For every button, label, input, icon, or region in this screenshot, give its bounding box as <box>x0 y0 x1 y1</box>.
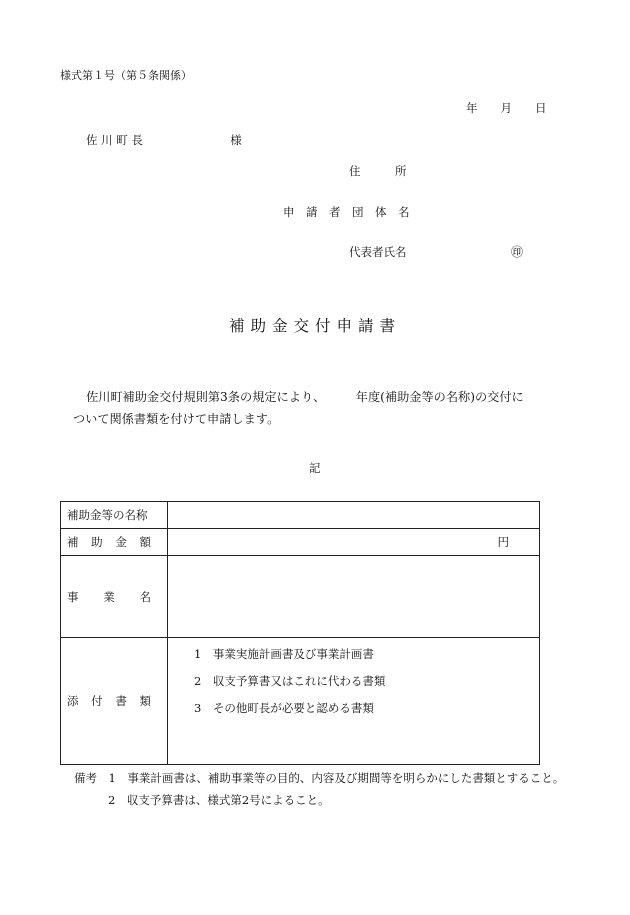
label-char: 類 <box>139 694 151 708</box>
label-char: 事 <box>67 589 79 604</box>
seal-mark: ㊞ <box>511 245 524 259</box>
label-char: 補 <box>67 535 79 549</box>
project-name-value <box>168 556 540 638</box>
list-item: 2 収支予算書又はこれに代わる書類 <box>194 673 386 688</box>
attachments-label-text <box>67 693 151 709</box>
list-item: 1 事業実施計画書及び事業計画書 <box>194 646 374 661</box>
applicant-org-name-label: 申 請 者 団 体 名 <box>283 205 410 219</box>
subsidy-amount-label <box>61 529 168 556</box>
label-char: 付 <box>91 694 103 708</box>
form-number-label: 様式第１号（第５条関係） <box>60 69 192 82</box>
label-char: 業 <box>103 589 115 604</box>
notes-line-1: 備考 1 事業計画書は、補助事業等の目的、内容及び期間等を明らかにした書類とすること。 <box>74 771 565 785</box>
addressee-name: 佐 川 町 長 <box>86 133 143 147</box>
label-char: 添 <box>67 694 79 708</box>
addressee-honorific: 様 <box>230 133 242 147</box>
applicant-rep-name-label: 代表者氏名 <box>349 245 407 259</box>
attachments-value <box>168 638 540 765</box>
project-name-label <box>61 556 168 638</box>
ki-mark: 記 <box>309 461 321 475</box>
application-table <box>60 501 540 765</box>
label-char: 書 <box>115 694 127 708</box>
date-line: 年 月 日 <box>466 101 547 115</box>
addressee <box>86 135 242 147</box>
body-line-1: 佐川町補助金交付規則第3条の規定により、 年度(補助金等の名称)の交付に <box>86 390 524 404</box>
applicant-address-label: 住 所 <box>349 164 407 178</box>
notes-line-2: 2 収支予算書は、様式第2号によること。 <box>108 793 330 807</box>
document-title: 補助金交付申請書 <box>228 317 401 335</box>
project-name-label-text <box>67 589 151 605</box>
subsidy-name-value <box>168 502 540 529</box>
label-char: 助 <box>91 535 103 549</box>
list-item: 3 その他町長が必要と認める書類 <box>194 700 374 715</box>
table-row <box>61 556 540 638</box>
table-row <box>61 638 540 765</box>
body-line-2: ついて関係書類を付けて申請します。 <box>73 412 280 426</box>
attachments-label <box>61 638 168 765</box>
label-char: 名 <box>139 589 151 604</box>
table-row <box>61 529 540 556</box>
attachments-list <box>178 641 539 722</box>
table-row <box>61 502 540 529</box>
label-char: 金 <box>115 535 127 549</box>
subsidy-name-label: 補助金等の名称 <box>61 502 168 529</box>
subsidy-amount-value: 円 <box>168 529 540 556</box>
subsidy-amount-label-text <box>67 534 151 550</box>
label-char: 額 <box>139 535 151 549</box>
